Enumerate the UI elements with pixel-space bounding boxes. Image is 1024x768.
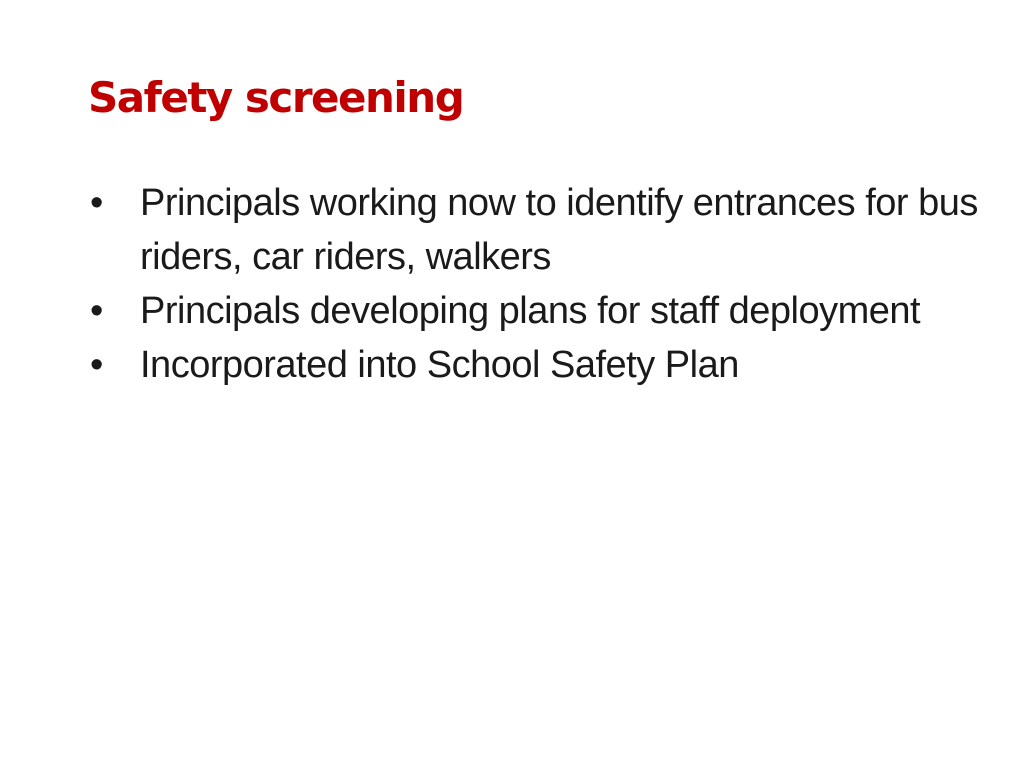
bullet-dot-icon: • [90,344,103,386]
bullet-dot-icon: • [90,290,103,332]
bullet-text: Principals working now to identify entrances for bus riders, car riders, walkers [140,182,978,278]
bullet-text: Incorporated into School Safety Plan [140,344,739,386]
bullet-item [88,338,988,392]
bullet-text: Principals developing plans for staff deployment [140,290,921,332]
bullet-dot-icon: • [90,182,103,224]
bullet-list [88,176,988,392]
bullet-item [88,176,988,284]
bullet-item [88,284,988,338]
slide-title: Safety screening [88,73,464,122]
